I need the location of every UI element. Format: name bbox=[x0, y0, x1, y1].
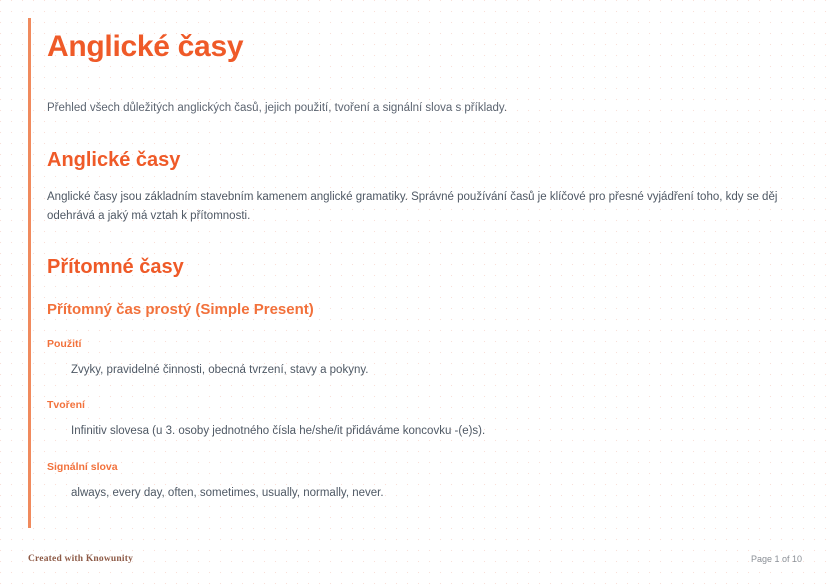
document-content bbox=[28, 18, 788, 528]
field-label-signal-words: Signální slova bbox=[47, 460, 118, 473]
section-heading-overview: Anglické časy bbox=[47, 149, 181, 172]
field-value-usage: Zvyky, pravidelné činnosti, obecná tvrzení, stavy a pokyny. bbox=[71, 364, 369, 377]
document-subtitle: Přehled všech důležitých anglických časů, jejich použití, tvoření a signální slova s příklady. bbox=[47, 102, 508, 114]
page-title: Anglické časy bbox=[47, 30, 244, 63]
field-label-usage: Použití bbox=[47, 338, 82, 351]
field-value-signal-words: always, every day, often, sometimes, usually, normally, never. bbox=[71, 486, 384, 499]
page-footer bbox=[0, 552, 828, 576]
section-paragraph-overview: Anglické časy jsou základním stavebním kamenem anglické gramatiky. Správné používání časů je klíčové pro přesné vyjádření toho, kdy se děj odehrává a jaký má vztah k přítomnosti. bbox=[47, 191, 778, 223]
section-heading-present-tenses: Přítomné časy bbox=[47, 256, 184, 279]
footer-attribution: Created with Knowunity bbox=[28, 554, 134, 564]
field-value-formation: Infinitiv slovesa (u 3. osoby jednotného čísla he/she/it přidáváme koncovku -(e)s). bbox=[71, 425, 486, 438]
subsection-heading-simple-present: Přítomný čas prostý (Simple Present) bbox=[47, 301, 314, 319]
footer-page-number: Page 1 of 10 bbox=[750, 554, 802, 564]
field-label-formation: Tvoření bbox=[47, 399, 85, 412]
